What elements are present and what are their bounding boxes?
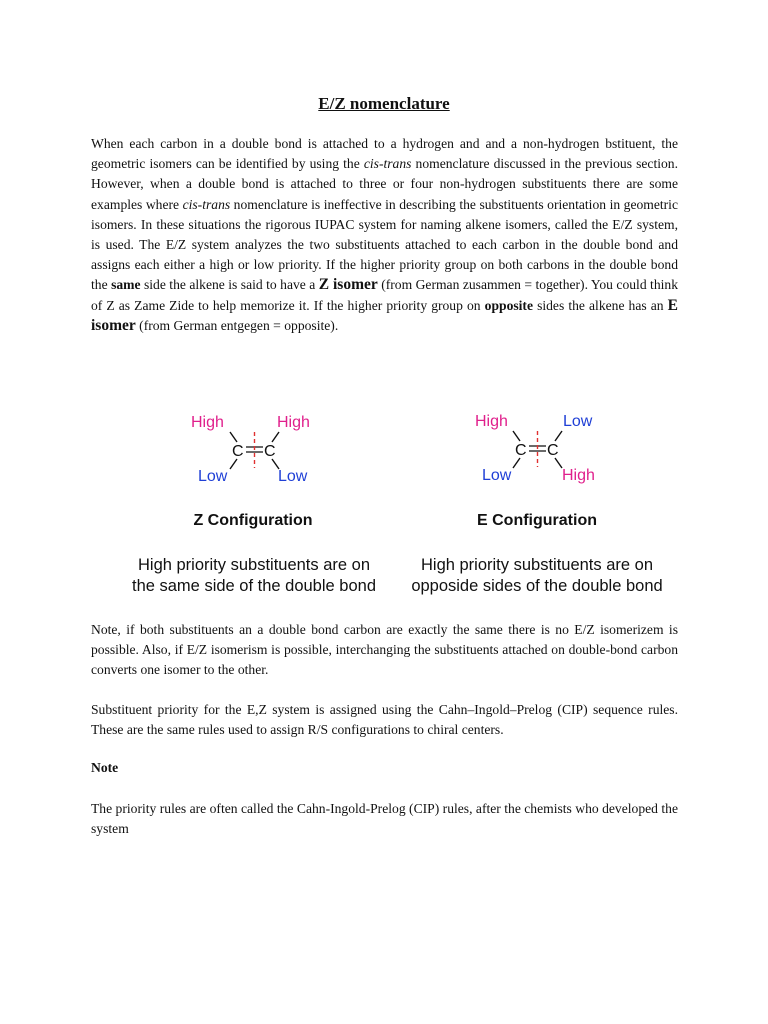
ez-diagram-svg — [0, 395, 768, 605]
z-bond-top-right — [272, 432, 279, 442]
e-bond-top-right — [555, 431, 562, 441]
z-isomer-emphasis: Z isomer — [318, 276, 378, 294]
intro-text-2: nomenclature discussed in the previous section. However, when a double bond is attached to three or four non-hydrogen substituents there are some examples where — [91, 156, 678, 212]
e-bond-bottom-left — [513, 458, 520, 468]
e-caption-line-1: High priority substituents are on — [420, 556, 654, 574]
cip-priority-paragraph: Substituent priority for the E,Z system is assigned using the Cahn–Ingold–Prelog (CIP) sequence rules. These are the same rules used to assign R/S configurations to chiral centers. — [91, 702, 678, 738]
intro-text-1: When each carbon in a double bond is attached to a hydrogen and and a non-hydrogen bstituent, the geometric isomers can be identified by using the — [91, 136, 678, 172]
e-bond-top-left — [513, 431, 520, 441]
same-emphasis: same — [111, 277, 141, 293]
e-caption-line-2: opposide sides of the double bond — [411, 577, 663, 595]
z-carbon-left: C — [232, 443, 244, 460]
intro-text-3: nomenclature is ineffective in describing the substituents orientation in geometric isomers. In these situations the rigorous IUPAC system for naming alkene isomers, called the E/Z system, is used. The E/Z system analyzes the two substituents attached to each carbon in the double bond and assigns each either a high or low priority. If the higher priority group on both carbons in the double bond the — [91, 196, 678, 293]
e-bottom-left-label: Low — [482, 467, 512, 484]
note-heading: Note — [91, 760, 119, 775]
z-carbon-right: C — [264, 443, 276, 460]
e-top-right-label: Low — [563, 413, 593, 430]
z-top-left-label: High — [191, 414, 224, 431]
z-caption-line-2: the same side of the double bond — [131, 577, 377, 595]
z-top-right-label: High — [277, 414, 310, 431]
intro-text-5: (from German zusammen = together). You could think of Z as Zame Zide to help memorize it. If the higher priority group on — [91, 277, 679, 313]
e-carbon-left: C — [515, 442, 527, 459]
intro-text-6: sides the alkene has an — [533, 297, 668, 313]
e-bond-bottom-right — [555, 458, 562, 468]
z-caption-line-1: High priority substituents are on — [137, 556, 371, 574]
intro-paragraph — [91, 134, 678, 336]
note-paragraph: Note, if both substituents an a double bond carbon are exactly the same there is no E/Z isomerizem is possible. Also, if E/Z isomerism is possible, interchanging the substituents attached on double-bond carbon converts one isomer to the other. — [91, 622, 678, 678]
z-bottom-left-label: Low — [198, 468, 228, 485]
intro-text-7: (from German entgegen = opposite). — [135, 317, 339, 333]
e-configuration-heading: E Configuration — [477, 512, 597, 529]
page-title: E/Z nomenclature — [318, 94, 450, 113]
cip-rules-paragraph: The priority rules are often called the Cahn-Ingold-Prelog (CIP) rules, after the chemists who developed the system — [91, 801, 678, 837]
opposite-emphasis: opposite — [484, 297, 533, 313]
z-bond-top-left — [230, 432, 237, 442]
e-isomer-emphasis: E isomer — [91, 296, 678, 334]
e-top-left-label: High — [475, 413, 508, 430]
z-molecule — [191, 414, 310, 485]
e-molecule — [475, 413, 595, 484]
ez-configuration-figure — [0, 395, 768, 605]
e-bottom-right-label: High — [562, 467, 595, 484]
z-bottom-right-label: Low — [278, 468, 308, 485]
cis-trans-term-2: cis-trans — [182, 196, 231, 212]
z-bond-bottom-left — [230, 459, 237, 469]
e-carbon-right: C — [547, 442, 559, 459]
intro-text-4: side the alkene is said to have a — [140, 277, 319, 293]
z-configuration-heading: Z Configuration — [193, 512, 313, 529]
cis-trans-term-1: cis-trans — [363, 156, 412, 172]
